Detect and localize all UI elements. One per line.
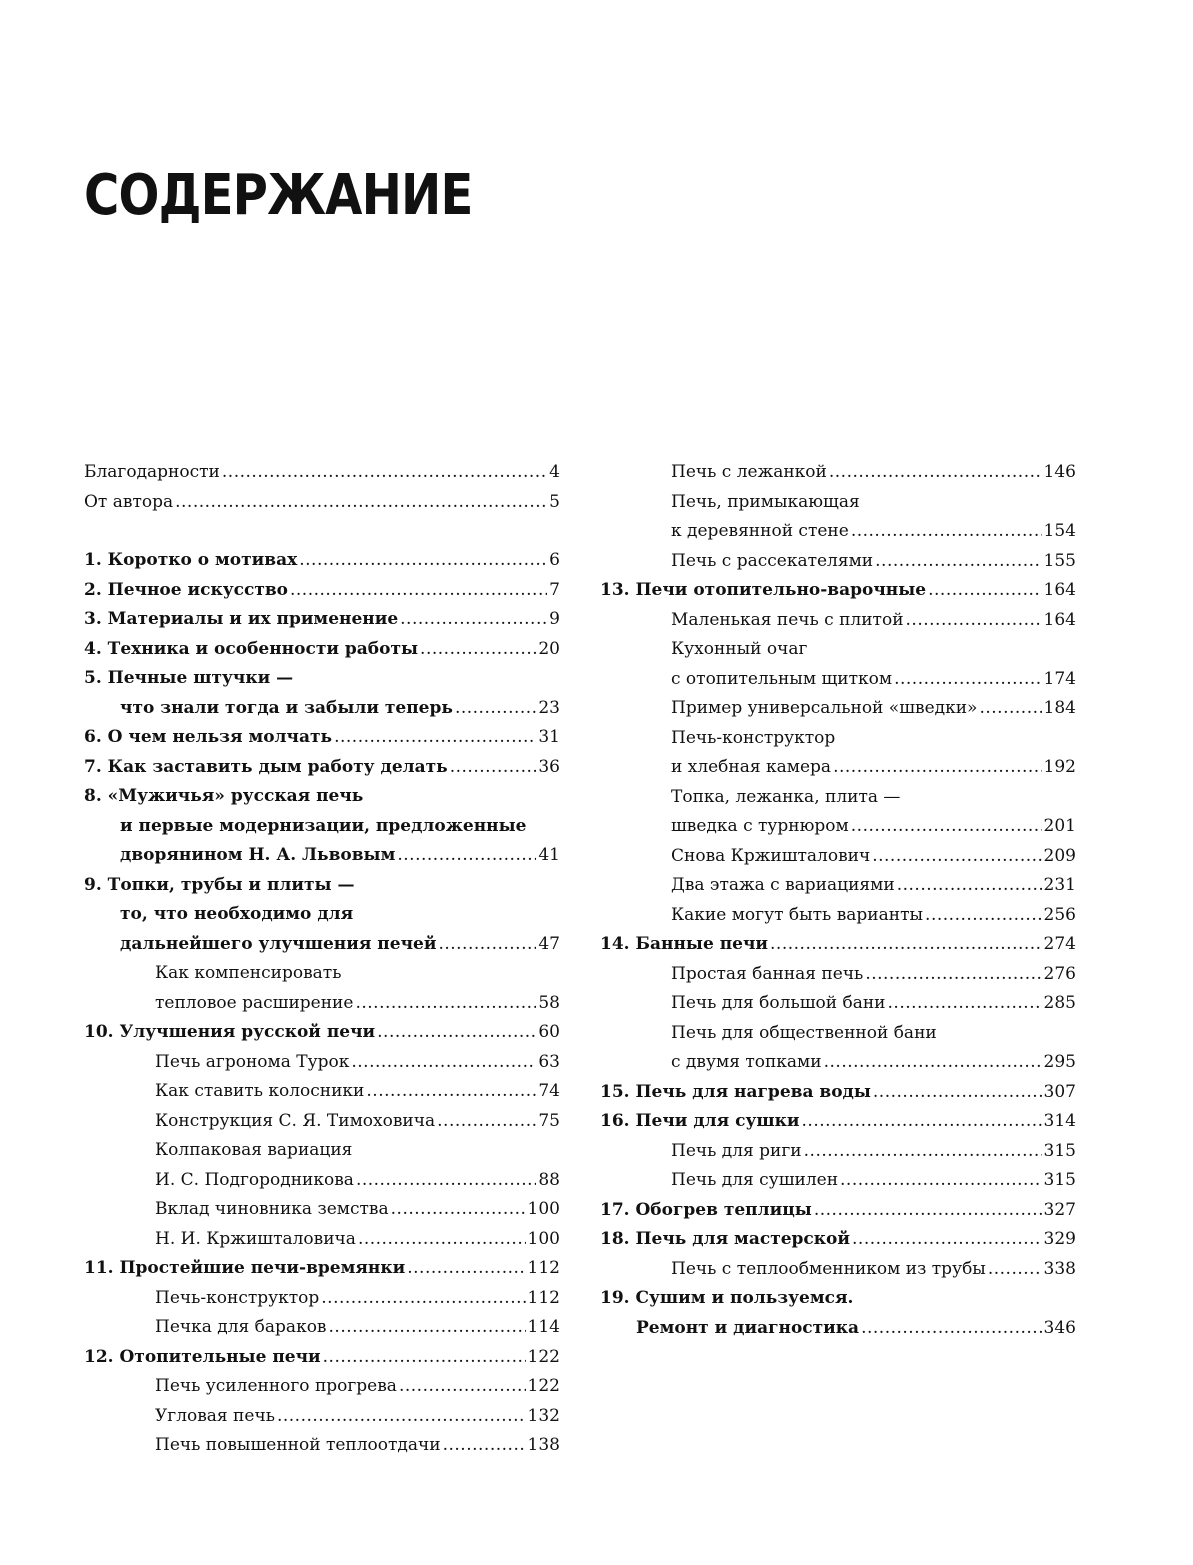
dot-leader [397, 841, 536, 871]
toc-entry-title: Печь усиленного прогрева [155, 1376, 397, 1396]
dot-leader [888, 989, 1042, 1019]
page-title: СОДЕРЖАНИЕ [84, 163, 473, 228]
toc-entry[interactable] [600, 1284, 1076, 1343]
toc-entry-title: 16. Печи для сушки [600, 1111, 800, 1131]
toc-page-number: 285 [1043, 993, 1076, 1013]
dot-leader [351, 1048, 536, 1078]
toc-entry[interactable] [600, 930, 1076, 960]
toc-entry-title: Печь повышенной теплоотдачи [155, 1435, 441, 1455]
toc-subentry[interactable] [84, 1372, 560, 1402]
section-gap [84, 517, 560, 546]
toc-entry[interactable] [600, 1078, 1076, 1108]
toc-page-number: 112 [527, 1287, 560, 1308]
toc-entry-title: Конструкция С. Я. Тимоховича [155, 1110, 436, 1131]
toc-entry-title-line: 19. Сушим и пользуемся. [600, 1288, 854, 1308]
toc-entry[interactable] [600, 1225, 1076, 1255]
toc-entry-title: к деревянной стене [671, 521, 849, 541]
toc-subentry[interactable] [600, 842, 1076, 872]
dot-leader [851, 517, 1042, 547]
toc-subentry[interactable] [600, 1019, 1076, 1078]
toc-entry-title-line: и первые модернизации, предложенные [120, 815, 527, 836]
toc-left-column [84, 458, 560, 1461]
toc-subentry[interactable] [84, 1077, 560, 1107]
toc-entry-title: Простая банная печь [671, 963, 864, 984]
toc-page-number: 58 [538, 992, 560, 1013]
toc-page-number: 184 [1043, 698, 1076, 718]
toc-page-number: 112 [527, 1258, 560, 1278]
toc-page-number: 74 [538, 1081, 560, 1101]
dot-leader [290, 576, 547, 606]
toc-entry[interactable] [84, 753, 560, 783]
toc-page-number: 41 [538, 845, 560, 865]
toc-entry-title: Печь для риги [671, 1140, 802, 1161]
toc-page-number: 315 [1043, 1140, 1076, 1161]
dot-leader [852, 1225, 1042, 1255]
toc-entry-title: Н. И. Кржишталовича [155, 1228, 356, 1249]
toc-entry-title: 11. Простейшие печи-времянки [84, 1258, 406, 1278]
toc-entry-title: шведка с турнюром [671, 816, 849, 836]
toc-page-number: 132 [527, 1405, 560, 1426]
dot-leader [299, 546, 547, 576]
toc-entry-title: и хлебная камера [671, 757, 832, 777]
toc-entry-title: 17. Обогрев теплицы [600, 1199, 812, 1220]
toc-entry-title-line: Как компенсировать [155, 963, 342, 983]
toc-page-number: 274 [1043, 934, 1076, 954]
toc-entry[interactable] [84, 1343, 560, 1373]
toc-subentry[interactable] [600, 989, 1076, 1019]
toc-entry-title-line: Топка, лежанка, плита — [671, 786, 901, 807]
toc-page-number: 6 [549, 550, 560, 570]
toc-entry[interactable] [84, 1254, 560, 1284]
toc-entry-title: Печь агронома Турок [155, 1051, 350, 1072]
toc-page-number: 155 [1043, 550, 1076, 571]
toc-entry[interactable] [84, 871, 560, 960]
toc-entry-title: 12. Отопительные печи [84, 1346, 321, 1367]
toc-subentry[interactable] [600, 783, 1076, 842]
dot-leader [829, 458, 1042, 488]
dot-leader [321, 1284, 525, 1314]
toc-page-number: 164 [1043, 580, 1076, 600]
toc-entry-title: Два этажа с вариациями [671, 875, 895, 895]
toc-subentry[interactable] [84, 1107, 560, 1137]
toc-subentry[interactable] [84, 1048, 560, 1078]
toc-entry-title: Печка для бараков [155, 1317, 327, 1337]
toc-subentry[interactable] [600, 1137, 1076, 1167]
dot-leader [334, 723, 536, 753]
toc-entry-title: 13. Печи отопительно-варочные [600, 580, 927, 600]
dot-leader [391, 1195, 526, 1225]
dot-leader [802, 1107, 1042, 1137]
dot-leader [861, 1314, 1041, 1344]
toc-page-number: 164 [1043, 609, 1076, 630]
toc-subentry[interactable] [600, 488, 1076, 547]
dot-leader [840, 1166, 1042, 1196]
toc-entry-title: 3. Материалы и их применение [84, 609, 399, 629]
toc-page-number: 154 [1043, 521, 1076, 541]
dot-leader [851, 812, 1042, 842]
dot-leader [377, 1018, 536, 1048]
dot-leader [356, 1166, 536, 1196]
toc-subentry[interactable] [600, 694, 1076, 724]
dot-leader [222, 458, 547, 488]
dot-leader [407, 1254, 525, 1284]
toc-entry-title: 1. Коротко о мотивах [84, 550, 298, 570]
toc-entry-title: 14. Банные печи [600, 934, 769, 954]
toc-entry[interactable] [84, 546, 560, 576]
toc-page-number: 329 [1043, 1229, 1076, 1249]
dot-leader [814, 1196, 1042, 1226]
toc-subentry[interactable] [84, 1284, 560, 1314]
toc-page-number: 7 [549, 579, 560, 600]
toc-entry-title: Ремонт и диагностика [636, 1317, 860, 1338]
dot-leader [906, 606, 1042, 636]
toc-entry-title: дворянином Н. А. Львовым [120, 845, 396, 865]
toc-entry-title: тепловое расширение [155, 992, 354, 1013]
toc-entry[interactable] [84, 1018, 560, 1048]
toc-entry[interactable] [600, 1107, 1076, 1137]
toc-subentry[interactable] [600, 547, 1076, 577]
toc-subentry[interactable] [600, 1255, 1076, 1285]
dot-leader [443, 1431, 526, 1461]
dot-leader [455, 694, 536, 724]
toc-entry-title-line: Кухонный очаг [671, 639, 808, 659]
toc-entry[interactable] [84, 576, 560, 606]
toc-entry-title: От автора [84, 491, 174, 512]
toc-page-number: 146 [1043, 462, 1076, 482]
dot-leader [979, 694, 1041, 724]
toc-page-number: 4 [549, 462, 560, 482]
toc-page-number: 9 [549, 609, 560, 629]
toc-entry[interactable] [84, 605, 560, 635]
toc-entry-title: И. С. Подгородникова [155, 1169, 354, 1190]
dot-leader [399, 1372, 526, 1402]
toc-page-number: 174 [1043, 668, 1076, 689]
toc-entry-title: Печь-конструктор [155, 1287, 320, 1308]
dot-leader [438, 930, 536, 960]
toc-entry-title: Благодарности [84, 462, 220, 482]
toc-entry-title: что знали тогда и забыли теперь [120, 697, 453, 718]
dot-leader [437, 1107, 536, 1137]
toc-entry-title: 7. Как заставить дым работу делать [84, 756, 448, 777]
toc-entry[interactable] [600, 1196, 1076, 1226]
toc-subentry[interactable] [84, 1195, 560, 1225]
toc-entry-title: Угловая печь [155, 1405, 275, 1426]
dot-leader [355, 989, 536, 1019]
toc-subentry[interactable] [600, 901, 1076, 931]
toc-entry-title: 15. Печь для нагрева воды [600, 1081, 871, 1102]
toc-entry-title: Вклад чиновника земства [155, 1199, 389, 1219]
toc-page-number: 327 [1043, 1199, 1076, 1220]
toc-page-number: 122 [527, 1346, 560, 1367]
toc-entry-title: 18. Печь для мастерской [600, 1229, 851, 1249]
toc-entry-title: Как ставить колосники [155, 1081, 365, 1101]
dot-leader [928, 576, 1041, 606]
toc-entry[interactable] [84, 458, 560, 488]
toc-page-number: 295 [1043, 1052, 1076, 1072]
toc-subentry[interactable] [600, 871, 1076, 901]
toc-entry-title-line: Колпаковая вариация [155, 1140, 353, 1160]
dot-leader [804, 1137, 1042, 1167]
toc-subentry[interactable] [84, 1313, 560, 1343]
toc-entry-title: Маленькая печь с плитой [671, 609, 904, 630]
dot-leader [366, 1077, 536, 1107]
dot-leader [872, 842, 1041, 872]
toc-subentry[interactable] [84, 1402, 560, 1432]
toc-subentry[interactable] [600, 606, 1076, 636]
toc-entry-title: с двумя топками [671, 1052, 822, 1072]
toc-entry[interactable] [84, 664, 560, 723]
dot-leader [875, 547, 1041, 577]
toc-entry[interactable] [600, 576, 1076, 606]
toc-entry-title-line: Печь, примыкающая [671, 491, 860, 512]
toc-entry-title: 4. Техника и особенности работы [84, 638, 419, 659]
toc-subentry[interactable] [600, 724, 1076, 783]
toc-entry-title: Пример универсальной «шведки» [671, 698, 978, 718]
toc-page-number: 100 [527, 1228, 560, 1249]
toc-subentry[interactable] [84, 1431, 560, 1461]
toc-page-number: 88 [538, 1169, 560, 1190]
dot-leader [824, 1048, 1042, 1078]
toc-entry[interactable] [84, 488, 560, 518]
dot-leader [873, 1078, 1042, 1108]
toc-page-number: 23 [538, 697, 560, 718]
dot-leader [833, 753, 1041, 783]
toc-page-number: 47 [538, 933, 560, 954]
toc-entry-title-line: Печь для общественной бани [671, 1022, 937, 1043]
toc-subentry[interactable] [600, 458, 1076, 488]
toc-page-number: 314 [1043, 1111, 1076, 1131]
dot-leader [420, 635, 536, 665]
toc-entry-title-line: Печь-конструктор [671, 727, 836, 748]
toc-entry-title: Печь для большой бани [671, 993, 886, 1013]
dot-leader [277, 1402, 526, 1432]
dot-leader [925, 901, 1042, 931]
toc-page-number: 192 [1043, 757, 1076, 777]
toc-entry-title-line: то, что необходимо для [120, 904, 354, 924]
dot-leader [329, 1313, 526, 1343]
dot-leader [450, 753, 537, 783]
toc-page-number: 20 [538, 638, 560, 659]
dot-leader [770, 930, 1042, 960]
toc-page-number: 36 [538, 756, 560, 777]
toc-entry-title: с отопительным щитком [671, 668, 893, 689]
dot-leader [175, 488, 547, 518]
toc-page-number: 209 [1043, 845, 1076, 866]
toc-right-column [600, 458, 1076, 1343]
toc-page-number: 201 [1043, 816, 1076, 836]
toc-page-number: 231 [1043, 875, 1076, 895]
toc-page-number: 338 [1043, 1258, 1076, 1279]
toc-entry-title: Печь с теплообменником из трубы [671, 1258, 986, 1279]
toc-entry[interactable] [84, 723, 560, 753]
toc-page-number: 31 [538, 727, 560, 747]
toc-page-number: 256 [1043, 904, 1076, 925]
toc-subentry[interactable] [84, 1225, 560, 1255]
dot-leader [865, 960, 1041, 990]
toc-page-number: 100 [527, 1199, 560, 1219]
toc-page-number: 138 [527, 1435, 560, 1455]
dot-leader [400, 605, 547, 635]
toc-entry-title: 10. Улучшения русской печи [84, 1022, 376, 1042]
toc-entry-title: 2. Печное искусство [84, 579, 288, 600]
toc-entry[interactable] [84, 635, 560, 665]
toc-entry-title: Печь с лежанкой [671, 462, 827, 482]
toc-page-number: 60 [538, 1022, 560, 1042]
toc-entry-title-line: 5. Печные штучки — [84, 668, 294, 688]
toc-entry-title: Печь для сушилен [671, 1170, 839, 1190]
toc-page-number: 276 [1043, 963, 1076, 984]
dot-leader [897, 871, 1042, 901]
toc-entry-title: Снова Кржишталович [671, 845, 871, 866]
toc-subentry[interactable] [84, 1136, 560, 1195]
toc-page-number: 114 [527, 1317, 560, 1337]
toc-subentry[interactable] [84, 959, 560, 1018]
dot-leader [894, 665, 1041, 695]
toc-entry-title: 6. О чем нельзя молчать [84, 727, 333, 747]
toc-page-number: 315 [1043, 1170, 1076, 1190]
toc-page-number: 63 [538, 1051, 560, 1072]
toc-entry-title-line: 9. Топки, трубы и плиты — [84, 874, 355, 895]
toc-entry-title-line: 8. «Мужичья» русская печь [84, 786, 364, 806]
toc-entry[interactable] [84, 782, 560, 871]
toc-entry-title: Печь с рассекателями [671, 550, 874, 571]
dot-leader [323, 1343, 526, 1373]
dot-leader [988, 1255, 1042, 1285]
toc-subentry[interactable] [600, 1166, 1076, 1196]
toc-page-number: 122 [527, 1376, 560, 1396]
toc-entry-title: Какие могут быть варианты [671, 904, 924, 925]
toc-page-number: 5 [549, 491, 560, 512]
toc-subentry[interactable] [600, 635, 1076, 694]
toc-page-number: 75 [538, 1110, 560, 1131]
toc-entry-title: дальнейшего улучшения печей [120, 933, 437, 954]
toc-page-number: 346 [1043, 1317, 1076, 1338]
dot-leader [358, 1225, 526, 1255]
toc-page-number: 307 [1043, 1081, 1076, 1102]
toc-subentry[interactable] [600, 960, 1076, 990]
